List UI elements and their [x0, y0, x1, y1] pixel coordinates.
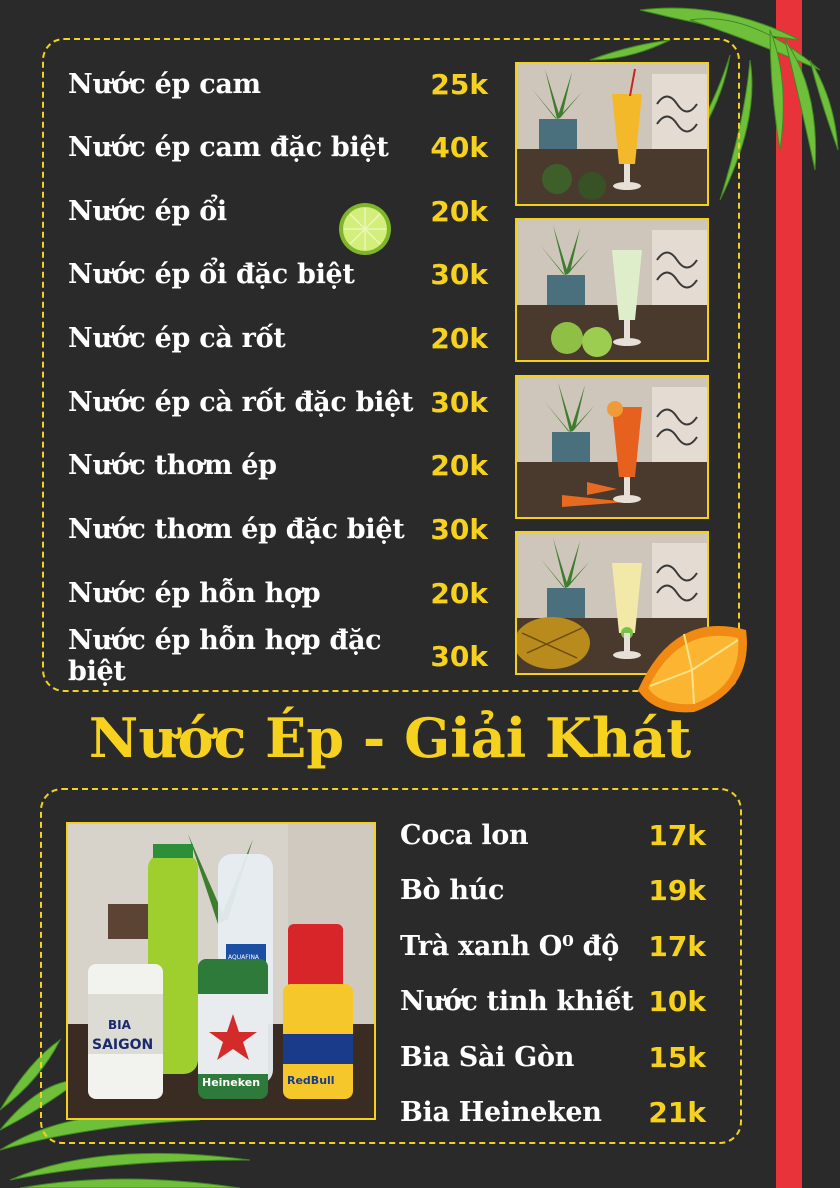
- item-price: 30k: [430, 639, 488, 673]
- item-price: 17k: [648, 929, 706, 963]
- menu-item: [68, 573, 488, 613]
- item-price: 19k: [648, 873, 706, 907]
- item-name: Nước thơm ép đặc biệt: [68, 513, 405, 545]
- item-price: 30k: [430, 512, 488, 546]
- saigon-bia-label: BIA: [108, 1018, 131, 1032]
- item-name: Nước ép ổi đặc biệt: [68, 258, 355, 290]
- menu-item: [68, 191, 488, 231]
- orange-slice-icon: [634, 620, 750, 716]
- item-price: 20k: [430, 194, 488, 228]
- item-name: Nước thơm ép: [68, 449, 277, 481]
- menu-item: [400, 926, 706, 966]
- menu-item: [400, 981, 706, 1021]
- item-name: Nước ép hỗn hợp: [68, 577, 321, 609]
- menu-item: [68, 445, 488, 485]
- item-name: Nước tinh khiết: [400, 985, 634, 1017]
- item-name: Bò húc: [400, 874, 505, 906]
- item-price: 15k: [648, 1040, 706, 1074]
- menu-item: [68, 127, 488, 167]
- page-title: Nước Ép - Giải Khát: [88, 706, 692, 770]
- menu-item: [68, 64, 488, 104]
- menu-item: [68, 318, 488, 358]
- item-price: 20k: [430, 321, 488, 355]
- item-price: 17k: [648, 818, 706, 852]
- menu-item: [68, 382, 488, 422]
- saigon-can-label: SAIGON: [92, 1037, 154, 1053]
- item-price: 20k: [430, 448, 488, 482]
- item-name: Nước ép cam: [68, 68, 261, 100]
- item-price: 10k: [648, 984, 706, 1018]
- menu-item: [400, 870, 706, 910]
- aquafina-label: AQUAFINA: [228, 954, 260, 961]
- redbull-can-label: RedBull: [287, 1074, 335, 1087]
- item-price: 40k: [430, 130, 488, 164]
- heineken-can-label: Heineken: [202, 1076, 261, 1089]
- menu-item: [400, 815, 706, 855]
- item-name: Nước ép hỗn hợp đặc biệt: [68, 625, 382, 687]
- item-name: Nước ép cam đặc biệt: [68, 131, 389, 163]
- lime-slice-icon: [338, 202, 392, 256]
- item-price: 20k: [430, 576, 488, 610]
- item-name: Bia Heineken: [400, 1096, 602, 1128]
- item-price: 25k: [430, 67, 488, 101]
- carrot-juice-photo: [515, 375, 709, 519]
- orange-juice-photo: [515, 62, 709, 206]
- item-name: Trà xanh O⁰ độ: [400, 930, 619, 962]
- canned-drinks-photo: [66, 822, 376, 1120]
- menu-item: [400, 1037, 706, 1077]
- item-price: 30k: [430, 257, 488, 291]
- item-price: 30k: [430, 385, 488, 419]
- menu-item: [400, 1092, 706, 1132]
- menu-item: [68, 509, 488, 549]
- item-name: Bia Sài Gòn: [400, 1041, 575, 1073]
- item-name: Nước ép ổi: [68, 195, 227, 227]
- item-price: 21k: [648, 1095, 706, 1129]
- menu-item: [68, 625, 488, 687]
- menu-item: [68, 254, 488, 294]
- item-name: Coca lon: [400, 819, 529, 851]
- guava-juice-photo: [515, 218, 709, 362]
- item-name: Nước ép cà rốt đặc biệt: [68, 386, 414, 418]
- item-name: Nước ép cà rốt: [68, 322, 286, 354]
